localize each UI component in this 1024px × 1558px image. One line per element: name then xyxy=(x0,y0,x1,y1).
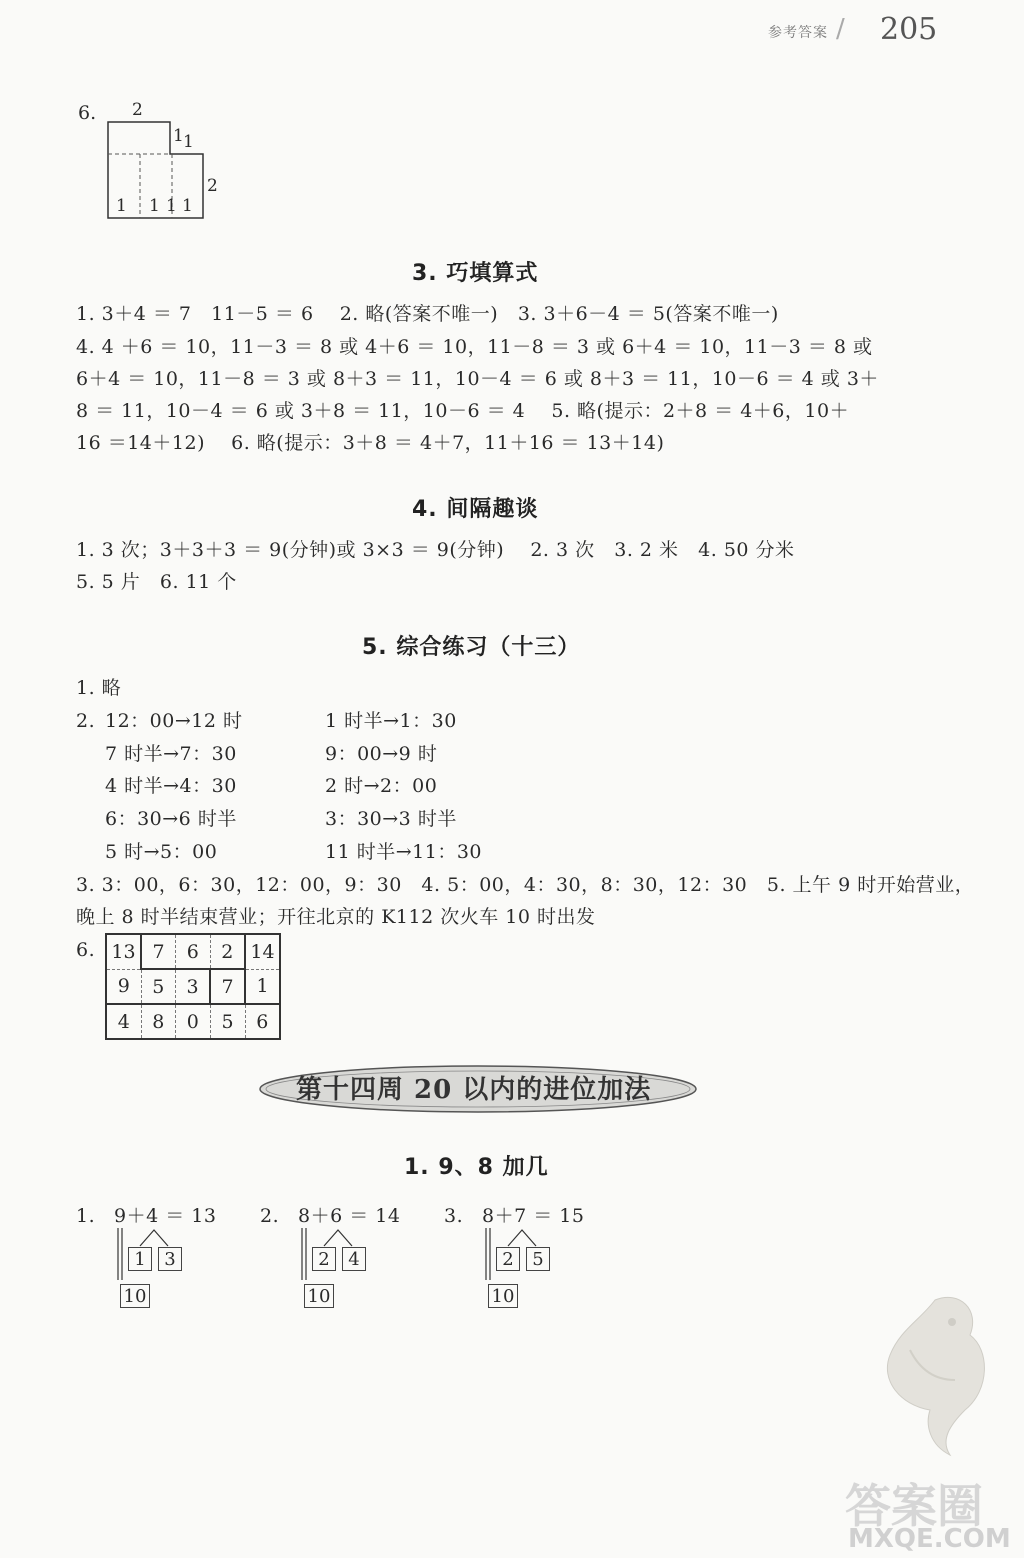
grid-cell: 8 xyxy=(141,1004,176,1039)
watermark-logo: 答案圈 xyxy=(845,1479,983,1533)
grid-cell: 1 xyxy=(245,969,280,1004)
time-conversion: 9：00→9 时 xyxy=(325,743,438,765)
grid-cell: 0 xyxy=(176,1004,211,1039)
figure-label-right: 2 xyxy=(207,176,218,196)
week-banner-title: 第十四周 20 以内的进位加法 xyxy=(296,1075,652,1105)
answer-line: 6＋4 ＝ 10，11－8 ＝ 3 或 8＋3 ＝ 11，10－4 ＝ 6 或 8＋3 ＝ 11，10－6 ＝ 4 或 3＋ xyxy=(76,368,879,390)
time-conversion: 12：00→12 时 xyxy=(105,710,243,732)
figure-label-bottom: 1 xyxy=(182,196,193,216)
time-conversion: 7 时半→7：30 xyxy=(105,743,237,765)
fish-illustration xyxy=(840,1280,1020,1460)
time-conversion: 1 时半→1：30 xyxy=(325,710,457,732)
split-box: 1 xyxy=(128,1247,152,1271)
figure-label-bottom: 1 xyxy=(166,196,177,216)
section-title: 5. 综合练习（十三） xyxy=(362,635,581,660)
grid-cell: 6 xyxy=(176,934,211,969)
section-title: 1. 9、8 加几 xyxy=(404,1155,549,1180)
answer-line: 3. 3：00，6：30，12：00，9：30 4. 5：00，4：30，8：30，12：30 5. 上午 9 时开始营业， xyxy=(76,874,975,896)
split-box: 5 xyxy=(526,1247,550,1271)
question-number: 6. xyxy=(76,939,96,961)
grid-row xyxy=(106,934,280,969)
split-box: 4 xyxy=(342,1247,366,1271)
page-number: 205 xyxy=(880,12,938,47)
answer-line: 1. 3＋4 ＝ 7 11－5 ＝ 6 2. 略(答案不唯一) 3. 3＋6－4 ＝ 5(答案不唯一) xyxy=(76,303,779,325)
figure-label-top: 2 xyxy=(132,100,143,120)
answer-line: 16 ＝14＋12) 6. 略(提示：3＋8 ＝ 4＋7，11＋16 ＝ 13＋14) xyxy=(76,432,665,454)
grid-row xyxy=(106,1004,280,1039)
running-header-label: 参考答案 xyxy=(768,25,828,41)
question-number: 6. xyxy=(78,102,97,124)
ten-box: 10 xyxy=(304,1284,334,1308)
split-box: 3 xyxy=(158,1247,182,1271)
time-conversion: 3：30→3 时半 xyxy=(325,808,457,830)
time-conversion: 4 时半→4：30 xyxy=(105,775,237,797)
grid-cell: 2 xyxy=(210,934,245,969)
grid-cell: 5 xyxy=(210,1004,245,1039)
grid-cell: 7 xyxy=(141,934,176,969)
split-box: 2 xyxy=(312,1247,336,1271)
grid-cell: 7 xyxy=(210,969,245,1004)
answer-line: 晚上 8 时半结束营业；开往北京的 K112 次火车 10 时出发 xyxy=(76,906,596,928)
addition-equation: 9＋4 ＝ 13 xyxy=(114,1205,217,1227)
answer-line: 5. 5 片 6. 11 个 xyxy=(76,571,237,593)
grid-cell: 13 xyxy=(106,934,141,969)
answer-line: 1. 略 xyxy=(76,677,122,699)
time-conversion: 5 时→5：00 xyxy=(105,841,218,863)
figure-label-step-2: 1 xyxy=(183,132,194,152)
figure-label-bottom: 1 xyxy=(116,196,127,216)
question-number: 2. xyxy=(76,710,96,732)
addition-equation: 8＋6 ＝ 14 xyxy=(298,1205,401,1227)
grid-row xyxy=(106,969,280,1004)
grid-cell: 6 xyxy=(245,1004,280,1039)
grid-cell: 5 xyxy=(141,969,176,1004)
grid-cell: 4 xyxy=(106,1004,141,1039)
time-conversion: 6：30→6 时半 xyxy=(105,808,237,830)
question-number: 1. xyxy=(76,1205,96,1227)
ten-box: 10 xyxy=(488,1284,518,1308)
grid-cell: 9 xyxy=(106,969,141,1004)
running-header-slash: / xyxy=(836,14,845,44)
split-box: 2 xyxy=(496,1247,520,1271)
figure-label-bottom: 1 xyxy=(149,196,160,216)
time-conversion: 2 时→2：00 xyxy=(325,775,438,797)
answer-line: 1. 3 次；3＋3＋3 ＝ 9(分钟)或 3×3 ＝ 9(分钟) 2. 3 次 3. 2 米 4. 50 分米 xyxy=(76,539,795,561)
question-number: 2. xyxy=(260,1205,280,1227)
answer-line: 4. 4 ＋6 ＝ 10，11－3 ＝ 8 或 4＋6 ＝ 10，11－8 ＝ 3 或 6＋4 ＝ 10，11－3 ＝ 8 或 xyxy=(76,336,873,358)
addition-equation: 8＋7 ＝ 15 xyxy=(482,1205,585,1227)
section-title: 3. 巧填算式 xyxy=(412,261,539,286)
answer-line: 8 ＝ 11，10－4 ＝ 6 或 3＋8 ＝ 11，10－6 ＝ 4 5. 略(提示：2＋8 ＝ 4＋6，10＋ xyxy=(76,400,850,422)
grid-cell: 14 xyxy=(245,934,280,969)
question-number: 3. xyxy=(444,1205,464,1227)
number-grid xyxy=(105,933,281,1040)
watermark-url: MXQE.COM xyxy=(848,1524,1011,1554)
ten-box: 10 xyxy=(120,1284,150,1308)
grid-cell: 3 xyxy=(176,969,211,1004)
figure-label-step-1: 1 xyxy=(173,126,184,146)
section-title: 4. 间隔趣谈 xyxy=(412,497,539,522)
time-conversion: 11 时半→11：30 xyxy=(325,841,482,863)
